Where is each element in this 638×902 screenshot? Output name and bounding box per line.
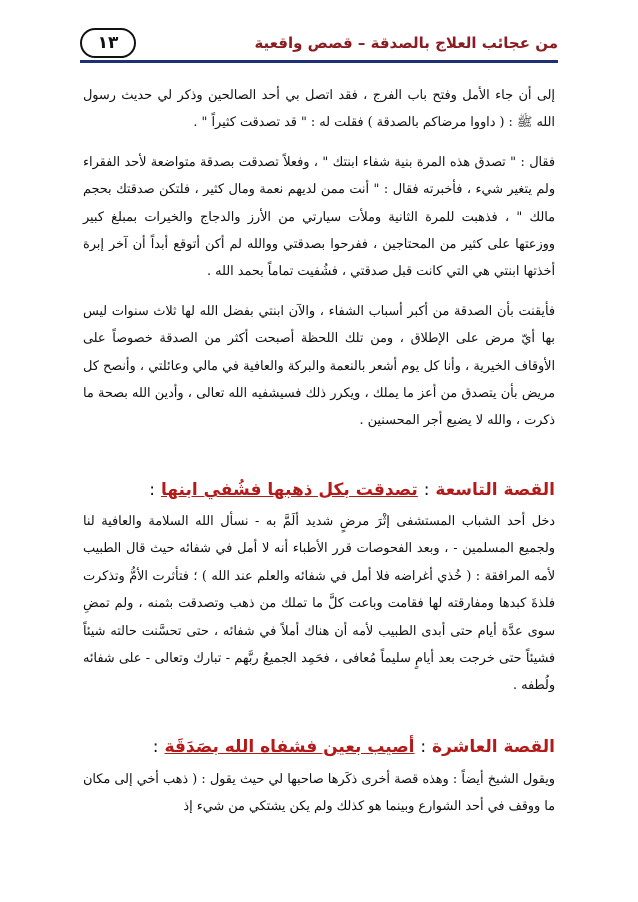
paragraph-2: فقال : " تصدق هذه المرة بنية شفاء ابنتك " ، وفعلاً تصدقت بصدقة متواضعة لأحد الفقراء ولم يتغير شيء ، فأخبرته فقال : " أنت ممن لديهم نعمة ومال كثير ، فلتكن صدقتك بحجم مالك " ، فذهبت للمرة الثانية وملأت سيارتي من الأرز والدجاج والخيرات بمبلغ كبير ووزعتها على كثير من المحتاجين ، ففرحوا بصدقتي ووالله لم أكن أتوقع أبداً أن آخر إبرة أخذتها ابنتي هي التي كانت قبل صدقتي ، فشُفيت تماماً بحمد الله . xyxy=(83,154,555,280)
story10-heading xyxy=(83,737,555,757)
story9-body xyxy=(83,508,555,700)
header-rule xyxy=(80,60,558,63)
story9-separator: : xyxy=(423,480,430,500)
story10-body xyxy=(83,766,555,821)
story9-paragraph: دخل أحد الشباب المستشفى إثْرَ مرضٍ شديد ألَمَّ به - نسأل الله السلامة والعافية لنا ولجميع المسلمين - ، وبعد الفحوصات قرر الأطباء أنه لا أمل في شفائه حيث قال الطبيب لأمه المرافقة : ( خُذي أغراضه فلا أمل في شفائه والعلم عند الله ) ؛ فتأثرت الأمُّ وتذكرت فلذةَ كبدها ومفارقته لها فقامت وباعت كلَّ ما تملك من ذهب وتصدقت بثمنه ، ولم تمضِ سوى عدَّة أيام حتى أبدى الطبيب لأمه أن هناك أملاً في شفائه ، حتى تحسَّنت حالته شيئاً فشيئاً حتى خرجت بعد أيامٍ سليماً مُعافى ، فحَمِد الجميعُ ربَّهم - تبارك وتعالى - على شفائه ولُطفه . xyxy=(83,514,555,694)
paragraph-3: فأيقنت بأن الصدقة من أكبر أسباب الشفاء ، والآن ابنتي بفضل الله لها ثلاث سنوات ليس بها أيّ مرض على الإطلاق ، ومن تلك اللحظة أصبحت أكثر من الصدقة خصوصاً على الأوقاف الخيرية ، وأنا كل يوم أشعر بالنعمة والبركة والعافية في مالي وعائلتي ، وأنصح كل مريض بأن يتصدق من أعز ما يملك ، ويكرر ذلك فسيشفيه الله تعالى ، وأدين الله بصحة ما ذكرت ، والله لا يضيع أجر المحسنين . xyxy=(83,303,555,429)
story10-subtitle: أصيب بعين فشفاه الله بصَدَقَة xyxy=(164,737,415,757)
running-title: من عجائب العلاج بالصدقة – قصص واقعية xyxy=(254,34,558,52)
story9-label: القصة التاسعة xyxy=(435,480,555,500)
story9-subtitle: تصدقت بكل ذهبها فشُفي ابنها xyxy=(160,480,418,500)
paragraph-1: إلى أن جاء الأمل وفتح باب الفرج ، فقد اتصل بي أحد الصالحين وذكر لي حديث رسول الله ﷺ : ( داووا مرضاكم بالصدقة ) فقلت له : " قد تصدقت كثيراً " . xyxy=(83,88,555,131)
story10-separator: : xyxy=(420,737,427,757)
story9-trailing: : xyxy=(149,480,156,500)
story10-trailing: : xyxy=(152,737,159,757)
story10-paragraph: ويقول الشيخ أيضاً : وهذه قصة أخرى ذكَرها صاحبها لي حيث يقول : ( ذهب أخي إلى مكان ما ووقف في أحد الشوارع وبينما هو كذلك ولم يكن يشتكي من شيء إذ xyxy=(83,772,555,815)
story9-heading xyxy=(83,480,555,500)
page-number: ١٣ xyxy=(80,28,136,58)
story10-label: القصة العاشرة xyxy=(432,737,555,757)
body-text-top xyxy=(83,82,555,435)
page-header xyxy=(80,28,558,60)
